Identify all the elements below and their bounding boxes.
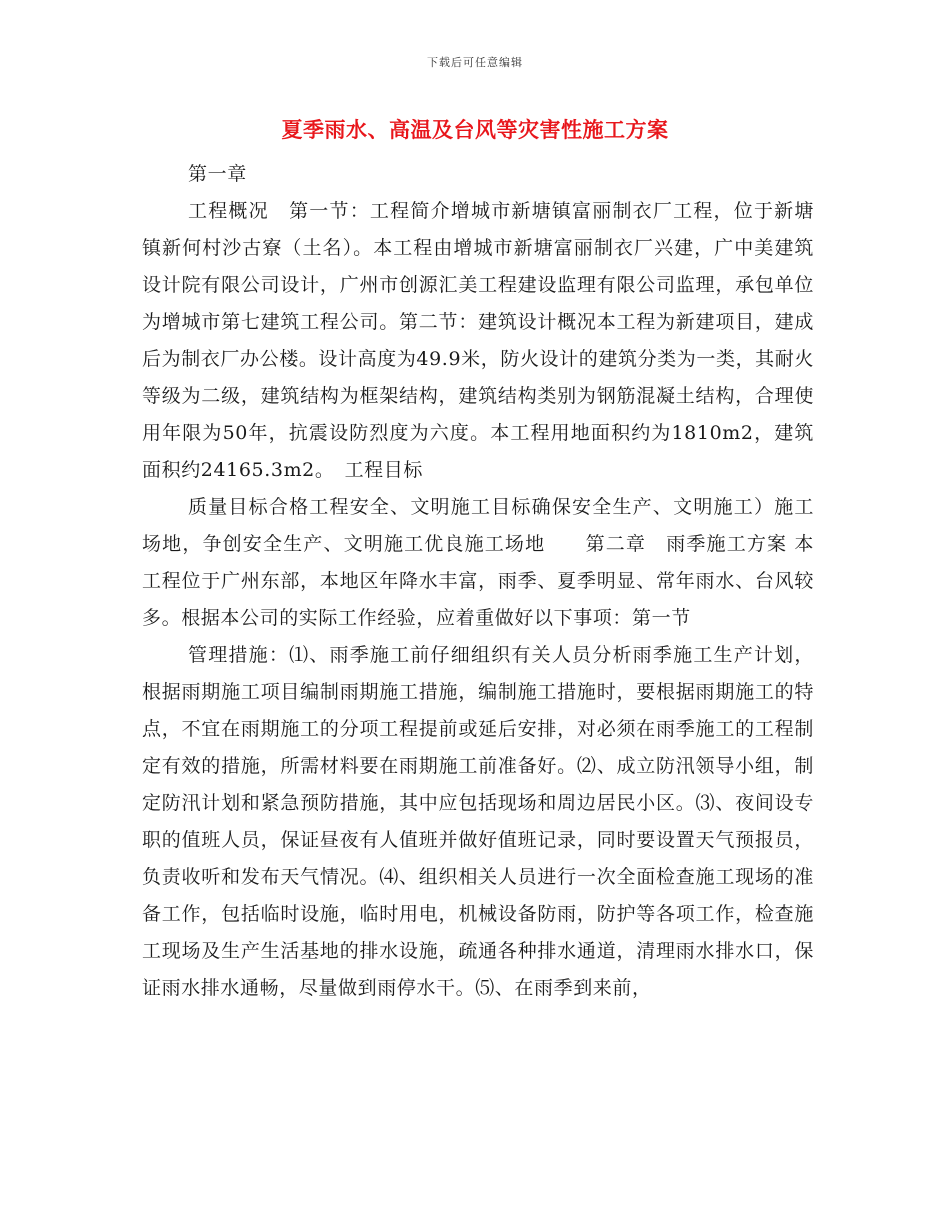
paragraph-quality-goals: 质量目标合格工程安全、文明施工目标确保安全生产、文明施工）施工场地，争创安全生产、文明施工优良施工场地 第二章 雨季施工方案 本工程位于广州东部，本地区年降水丰富，雨季、夏季明显、常年雨水、台风较多。根据本公司的实际工作经验，应着重做好以下事项：第一节	[142, 496, 814, 629]
document-title: 夏季雨水、高温及台风等灾害性施工方案	[281, 117, 669, 142]
header-note: 下载后可任意编辑	[427, 56, 523, 69]
paragraph-chapter-heading: 第一章	[188, 163, 247, 185]
document-body	[142, 156, 814, 1007]
paragraph-management-measures: 管理措施：⑴、雨季施工前仔细组织有关人员分析雨季施工生产计划，根据雨期施工项目编制雨期施工措施，编制施工措施时，要根据雨期施工的特点，不宜在雨期施工的分项工程提前或延后安排，对必须在雨季施工的工程制定有效的措施，所需材料要在雨期施工前准备好。⑵、成立防汛领导小组，制定防汛计划和紧急预防措施，其中应包括现场和周边居民小区。⑶、夜间设专职的值班人员，保证昼夜有人值班并做好值班记录，同时要设置天气预报员，负责收听和发布天气情况。⑷、组织相关人员进行一次全面检查施工现场的准备工作，包括临时设施，临时用电，机械设备防雨，防护等各项工作，检查施工现场及生产生活基地的排水设施，疏通各种排水通道，清理雨水排水口，保证雨水排水通畅，尽量做到雨停水干。⑸、在雨季到来前，	[142, 644, 814, 999]
paragraph-project-overview: 工程概况 第一节：工程简介增城市新塘镇富丽制衣厂工程，位于新塘镇新何村沙古寮（土名）。本工程由增城市新塘富丽制衣厂兴建，广中美建筑设计院有限公司设计，广州市创源汇美工程建设监理有限公司监理，承包单位为增城市第七建筑工程公司。第二节：建筑设计概况本工程为新建项目，建成后为制衣厂办公楼。设计高度为49.9米，防火设计的建筑分类为一类，其耐火等级为二级，建筑结构为框架结构，建筑结构类别为钢筋混凝土结构，合理使用年限为50年，抗震设防烈度为六度。本工程用地面积约为1810m2，建筑面积约24165.3m2。 工程目标	[142, 200, 814, 481]
